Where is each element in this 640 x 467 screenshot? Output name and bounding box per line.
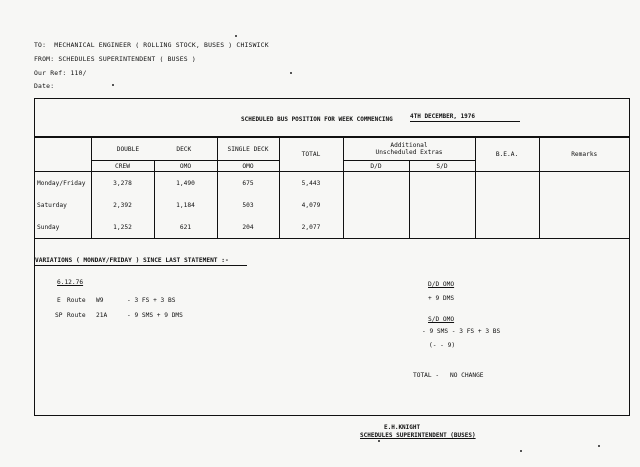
dd-header: D/D [343,161,409,172]
from-value: SCHEDULES SUPERINTENDENT ( BUSES ) [58,55,196,63]
scan-speck [290,72,292,74]
bus-position-table [35,137,629,239]
variations-underline [35,265,247,266]
dd-value [343,172,409,195]
total-value: 4,079 [279,194,343,216]
omo-sd-value: 204 [217,216,279,239]
scan-speck [235,35,237,37]
ref-value: 110/ [70,69,87,77]
additional-header-1: Additional [390,142,428,149]
signature-name: E.H.KNIGHT [384,424,421,431]
dd-omo-label: D/D OMO [428,281,455,288]
dd-omo-value: + 9 DMS [428,295,455,302]
sd-value [409,216,475,239]
variation-route: Route [67,297,86,304]
week-date: 4TH DECEMBER, 1976 [410,113,476,120]
ref-label: Our Ref: [34,69,67,77]
bus-position-box [34,98,630,416]
omo-dd-value: 1,490 [154,172,217,195]
omo-sd-value: 675 [217,172,279,195]
variations-heading: VARIATIONS ( MONDAY/FRIDAY ) SINCE LAST STATEMENT :- [35,257,229,264]
total-value: 2,077 [279,216,343,239]
week-date-underline [410,121,520,122]
to-label: TO: [34,41,47,49]
date-line [34,82,54,90]
row-label: Sunday [35,216,91,239]
variation-prefix: SP [55,312,63,319]
total-value: 5,443 [279,172,343,195]
sd-header: S/D [409,161,475,172]
double-deck-header [91,138,217,161]
row-label: Monday/Friday [35,172,91,195]
date-label: Date: [34,82,55,90]
total-header: TOTAL [279,138,343,172]
scan-speck [598,445,600,447]
additional-header [343,138,475,161]
remarks-value [539,172,629,195]
scan-speck [378,440,380,442]
variation-prefix: E [57,297,61,304]
from-line [34,55,196,63]
crew-header: CREW [91,161,154,172]
sd-omo-label: S/D OMO [428,316,455,323]
scan-speck [112,84,114,86]
remarks-header: Remarks [539,138,629,172]
header-row-1 [35,138,629,161]
from-label: FROM: [34,55,55,63]
to-value: MECHANICAL ENGINEER ( ROLLING STOCK, BUSES ) CHISWICK [54,41,269,49]
omo-dd-value: 621 [154,216,217,239]
remarks-value [539,194,629,216]
omo-sd-value: 503 [217,194,279,216]
bea-header: B.E.A. [475,138,539,172]
variation-route: Route [67,312,86,319]
corner-cell [35,138,91,172]
title-row [35,99,629,137]
dd-value [343,194,409,216]
bea-value [475,194,539,216]
remarks-value [539,216,629,239]
row-label: Saturday [35,194,91,216]
omo-sd-header: OMO [217,161,279,172]
table-row [35,194,629,216]
sd-value [409,194,475,216]
omo-dd-value: 1,184 [154,194,217,216]
double-deck-header-2: DECK [176,145,192,153]
bea-value [475,172,539,195]
crew-value: 2,392 [91,194,154,216]
variation-route-number: 21A [96,312,108,319]
variation-route-number: W9 [96,297,104,304]
variation-date: 6.12.76 [57,279,84,286]
single-deck-header: SINGLE DECK [217,138,279,161]
table-row [35,216,629,239]
additional-header-2: Unscheduled Extras [375,149,443,156]
sd-value [409,172,475,195]
total-value: NO CHANGE [450,372,484,379]
omo-dd-header: OMO [154,161,217,172]
crew-value: 1,252 [91,216,154,239]
table-title: SCHEDULED BUS POSITION FOR WEEK COMMENCING [241,116,393,123]
table-row [35,172,629,195]
sd-omo-value: - 9 SMS - 3 FS + 3 BS [422,328,501,335]
dd-value [343,216,409,239]
to-line [34,41,269,49]
sd-omo-net: (- - 9) [429,342,456,349]
crew-value: 3,278 [91,172,154,195]
ref-line [34,69,87,77]
double-deck-header-1: DOUBLE [116,145,140,153]
variation-change: - 9 SMS + 9 DMS [127,312,183,319]
signature-title: SCHEDULES SUPERINTENDENT (BUSES) [360,432,476,439]
variation-change: - 3 FS + 3 BS [127,297,176,304]
total-label: TOTAL - [413,372,440,379]
bea-value [475,216,539,239]
scan-speck [520,450,522,452]
